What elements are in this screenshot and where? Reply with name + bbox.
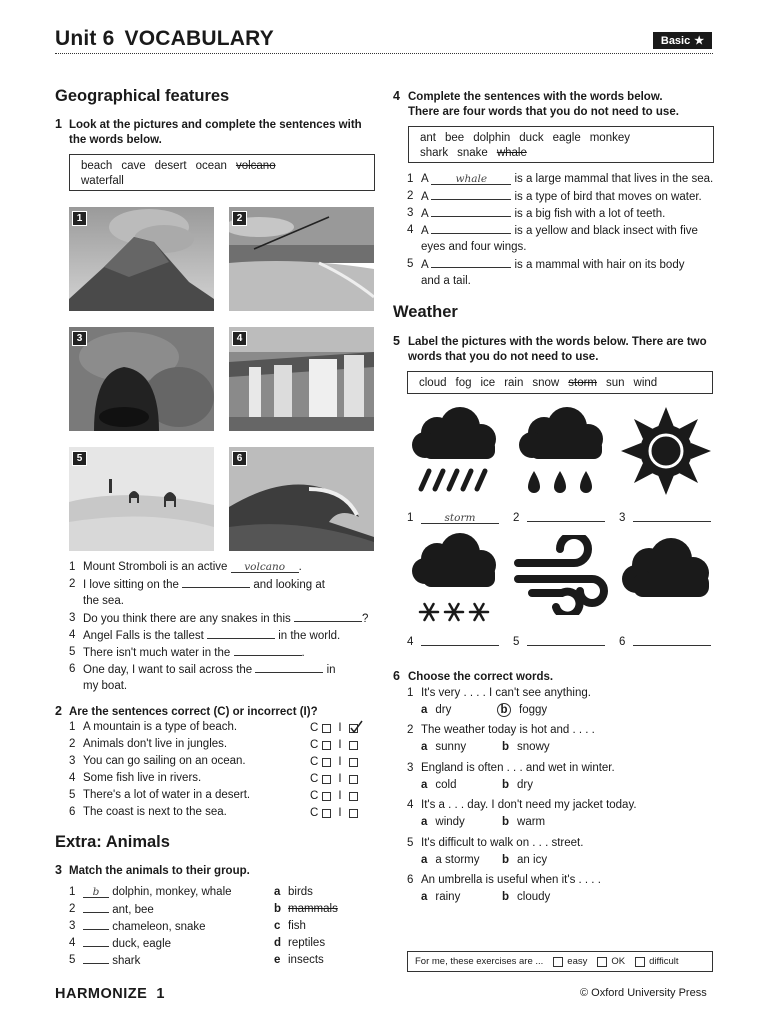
ci-choice: C I: [310, 807, 358, 819]
statement-2-4: 4 Some fish live in rivers.: [69, 772, 202, 784]
copyright: © Oxford University Press: [580, 987, 707, 999]
question-6-4: 4 It's a . . . day. I don't need my jacket today.: [407, 799, 637, 811]
ci-choice: C I: [310, 739, 358, 751]
option-b[interactable]: b dry: [502, 779, 534, 791]
match-left-3: 3 chameleon, snake: [69, 920, 206, 933]
answer-blank[interactable]: [83, 935, 109, 947]
checkmark-icon: [349, 720, 363, 734]
exercise-number: 3: [55, 863, 62, 877]
statement-2-2: 2 Animals don't live in jungles.: [69, 738, 228, 750]
sentence-4-4: 4 A is a yellow and black insect with five: [407, 224, 698, 237]
label-5-6: 6: [619, 634, 719, 651]
question-6-6: 6 An umbrella is useful when it's . . . .: [407, 874, 601, 886]
sun-icon: [619, 405, 713, 497]
exercise-instruction: Complete the sentences with the words below. There are four words that you do not need to use.: [408, 91, 679, 118]
answer-blank[interactable]: [633, 634, 711, 646]
cloud-raindrops-icon: [512, 405, 610, 497]
label-5-4: 4: [407, 634, 507, 651]
answer-blank[interactable]: [633, 510, 711, 522]
word-box: beach cave desert ocean volcano waterfall: [69, 154, 375, 191]
star-icon: ★: [694, 35, 705, 47]
sentence-4-4-cont: eyes and four wings.: [421, 241, 527, 253]
option-a[interactable]: a cold: [421, 779, 457, 791]
sentence-4-3: 3 A is a big fish with a lot of teeth.: [407, 207, 666, 220]
option-a[interactable]: a a stormy: [421, 854, 480, 866]
match-left-2: 2 ant, bee: [69, 903, 154, 916]
sentence-4-5-cont: and a tail.: [421, 275, 471, 287]
sentence-1-2-cont: the sea.: [83, 595, 124, 607]
page-title: Unit 6 VOCABULARY: [55, 27, 274, 50]
exercise-number: 5: [393, 334, 400, 348]
answer-blank[interactable]: [527, 510, 605, 522]
question-6-1: 1 It's very . . . . I can't see anything.: [407, 687, 591, 699]
brand-logo: HARMONIZE 1: [55, 986, 165, 1002]
question-6-5: 5 It's difficult to walk on . . . street.: [407, 837, 584, 849]
answer-blank[interactable]: storm: [421, 512, 499, 524]
checkbox-c[interactable]: [322, 775, 331, 784]
word-box: ant bee dolphin duck eagle monkey shark snake whale: [408, 126, 714, 163]
answer-blank[interactable]: volcano: [231, 561, 299, 573]
answer-blank[interactable]: [421, 634, 499, 646]
option-b[interactable]: b cloudy: [502, 891, 551, 903]
sentence-1-6: 6 One day, I want to sail across the in: [69, 663, 336, 676]
photo-beach: 2: [229, 207, 374, 311]
checkbox-i-checked[interactable]: [349, 724, 358, 733]
ci-choice: C I: [310, 773, 358, 785]
answer-blank[interactable]: [431, 256, 511, 268]
ci-choice: C I: [310, 722, 358, 734]
question-6-2: 2 The weather today is hot and . . . .: [407, 724, 595, 736]
match-right-a: a birds: [274, 886, 313, 898]
checkbox-c[interactable]: [322, 809, 331, 818]
checkbox-i[interactable]: [349, 792, 358, 801]
match-left-5: 5 shark: [69, 954, 141, 967]
section-heading-animals: Extra: Animals: [55, 833, 170, 851]
option-a[interactable]: a windy: [421, 816, 465, 828]
checkbox-ok[interactable]: [597, 957, 607, 967]
match-right-e: e insects: [274, 954, 324, 966]
answer-blank[interactable]: [431, 222, 511, 234]
label-5-3: 3: [619, 510, 719, 527]
photo-cave: 3: [69, 327, 214, 431]
exercise-instruction: Look at the pictures and complete the sentences with the words below.: [69, 119, 362, 146]
checkbox-c[interactable]: [322, 741, 331, 750]
answer-blank[interactable]: b: [83, 886, 109, 898]
exercise-number: 2: [55, 704, 62, 718]
answer-blank[interactable]: [83, 918, 109, 930]
option-b[interactable]: b warm: [502, 816, 546, 828]
exercise-number: 1: [55, 117, 62, 131]
sentence-1-4: 4 Angel Falls is the tallest in the world.: [69, 629, 341, 642]
match-right-d: d reptiles: [274, 937, 326, 949]
checkbox-i[interactable]: [349, 809, 358, 818]
answer-blank[interactable]: [83, 952, 109, 964]
answer-blank[interactable]: [234, 644, 302, 656]
exercise-instruction: Match the animals to their group.: [69, 865, 250, 877]
cloud-icon: [619, 535, 713, 605]
cloud-rain-slanted-icon: [405, 405, 503, 497]
label-5-2: 2: [513, 510, 613, 527]
exercise-instruction: Are the sentences correct (C) or incorrect (I)?: [69, 706, 318, 718]
sentence-1-3: 3 Do you think there are any snakes in this ?: [69, 612, 369, 625]
answer-blank[interactable]: [182, 576, 250, 588]
sentence-1-6-cont: my boat.: [83, 680, 128, 692]
sentence-1-2: 2 I love sitting on the and looking at: [69, 578, 325, 591]
statement-2-1: 1 A mountain is a type of beach.: [69, 721, 238, 733]
checkbox-c[interactable]: [322, 724, 331, 733]
statement-2-3: 3 You can go sailing on an ocean.: [69, 755, 246, 767]
option-a[interactable]: a rainy: [421, 891, 461, 903]
header-divider: [55, 53, 713, 54]
exercise-number: 4: [393, 89, 400, 103]
option-a[interactable]: a dry: [421, 704, 452, 716]
option-a[interactable]: a sunny: [421, 741, 467, 753]
match-right-c: c fish: [274, 920, 306, 932]
section-heading-weather: Weather: [393, 303, 458, 321]
checkbox-easy[interactable]: [553, 957, 563, 967]
match-left-1: 1 b dolphin, monkey, whale: [69, 886, 232, 898]
answer-blank[interactable]: [527, 634, 605, 646]
exercise-instruction: Label the pictures with the words below. There are two words that you do not need to use.: [408, 336, 707, 363]
photo-ocean: 6: [229, 447, 374, 551]
ci-choice: C I: [310, 756, 358, 768]
option-b[interactable]: b an icy: [502, 854, 548, 866]
photo-volcano: 1: [69, 207, 214, 311]
option-b[interactable]: b snowy: [502, 741, 550, 753]
answer-blank[interactable]: [255, 661, 323, 673]
word-box: cloud fog ice rain snow storm sun wind: [407, 371, 713, 394]
sentence-4-1: 1 A whale is a large mammal that lives in the sea.: [407, 173, 714, 185]
circled-marker: b: [497, 703, 511, 717]
checkbox-difficult[interactable]: [635, 957, 645, 967]
ci-choice: C I: [310, 790, 358, 802]
self-assessment-box: For me, these exercises are ... easy OK difficult: [407, 951, 713, 972]
checkbox-i[interactable]: [349, 741, 358, 750]
answer-blank[interactable]: [431, 205, 511, 217]
answer-blank[interactable]: [207, 627, 275, 639]
match-left-4: 4 duck, eagle: [69, 937, 172, 950]
label-5-1: 1 storm: [407, 510, 507, 527]
match-right-b: b mammals: [274, 903, 338, 915]
exercise-number: 6: [393, 669, 400, 683]
answer-blank[interactable]: [294, 610, 362, 622]
statement-2-5: 5 There's a lot of water in a desert.: [69, 789, 251, 801]
sentence-4-2: 2 A is a type of bird that moves on water.: [407, 190, 702, 203]
checkbox-i[interactable]: [349, 758, 358, 767]
cloud-snow-icon: [405, 533, 503, 628]
question-6-3: 3 England is often . . . and wet in winter.: [407, 762, 615, 774]
option-b-circled[interactable]: b foggy: [500, 703, 547, 717]
sentence-4-5: 5 A is a mammal with hair on its body: [407, 258, 685, 271]
answer-blank[interactable]: [431, 188, 511, 200]
statement-2-6: 6 The coast is next to the sea.: [69, 806, 227, 818]
photo-waterfall: 4: [229, 327, 374, 431]
exercise-instruction: Choose the correct words.: [408, 671, 554, 683]
photo-desert: 5: [69, 447, 214, 551]
wind-icon: [512, 535, 610, 615]
answer-blank[interactable]: whale: [431, 173, 511, 185]
section-heading-geographical: Geographical features: [55, 87, 230, 105]
checkbox-i[interactable]: [349, 775, 358, 784]
checkbox-c[interactable]: [322, 792, 331, 801]
sentence-1-1: 1 Mount Stromboli is an active volcano .: [69, 561, 302, 573]
checkbox-c[interactable]: [322, 758, 331, 767]
answer-blank[interactable]: [83, 901, 109, 913]
sentence-1-5: 5 There isn't much water in the .: [69, 646, 305, 659]
label-5-5: 5: [513, 634, 613, 651]
level-badge: Basic ★: [653, 32, 712, 49]
